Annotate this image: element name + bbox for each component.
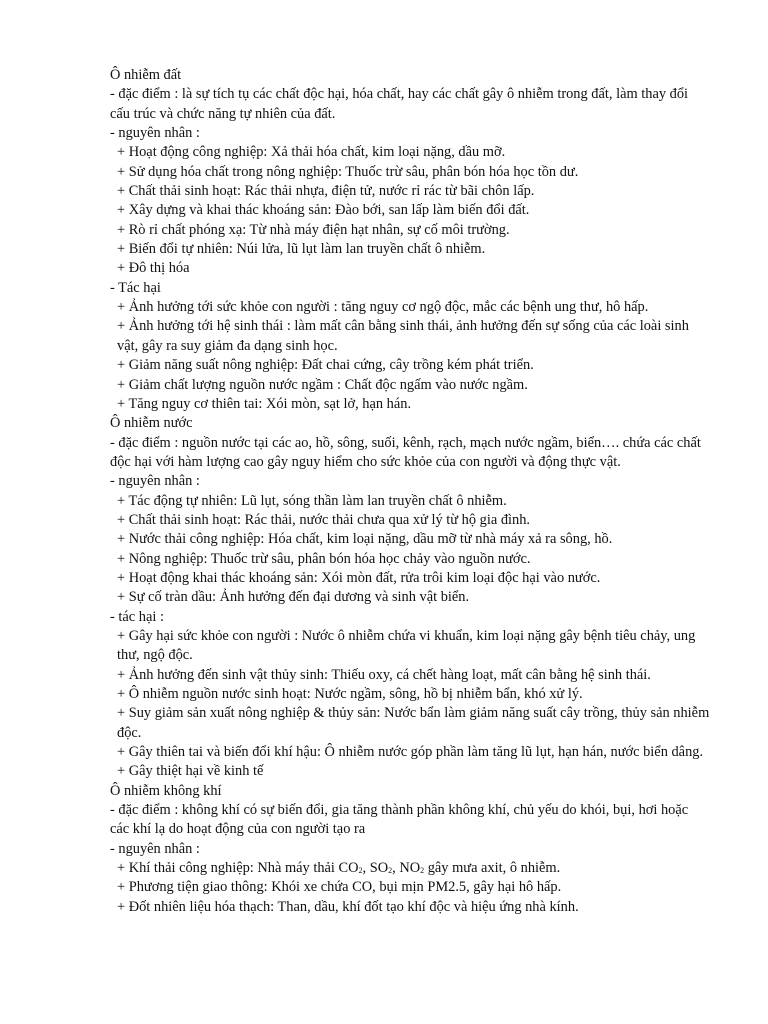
water-causes-label: - nguyên nhân : — [110, 473, 200, 490]
water-cause-item: + Sự cố tràn dầu: Ảnh hưởng đến đại dương và sinh vật biển. — [117, 589, 470, 606]
soil-effects-label: - Tác hại — [110, 279, 161, 296]
water-effect-item: + Gây thiệt hại về kinh tế — [117, 763, 264, 780]
air-cause-industrial — [110, 859, 710, 878]
air-industrial-mid1: , SO — [362, 860, 389, 877]
soil-cause-item: + Đô thị hóa — [117, 260, 190, 277]
soil-cause-item: + Rò rỉ chất phóng xạ: Từ nhà máy điện hạt nhân, sự cố môi trường. — [117, 221, 510, 238]
water-effect-item: + Gây thiên tai và biến đổi khí hậu: Ô nhiễm nước góp phần làm tăng lũ lụt, hạn hán, nước biển dâng. — [117, 744, 704, 761]
soil-cause-item: + Biến đổi tự nhiên: Núi lửa, lũ lụt làm lan truyền chất ô nhiễm. — [117, 241, 486, 258]
document-page — [110, 66, 710, 917]
water-cause-item: + Hoạt động khai thác khoáng sản: Xói mòn đất, rửa trôi kim loại độc hại vào nước. — [117, 569, 601, 586]
section-title-air: Ô nhiễm không khí — [110, 782, 222, 799]
subscript-2: 2 — [388, 866, 393, 876]
section-title-soil: Ô nhiễm đất — [110, 67, 182, 83]
water-cause-item: + Tác động tự nhiên: Lũ lụt, sóng thần làm lan truyền chất ô nhiễm. — [117, 492, 507, 509]
soil-cause-item: + Chất thải sinh hoạt: Rác thải nhựa, điện tử, nước rỉ rác từ bãi chôn lấp. — [117, 183, 535, 200]
soil-effect-item: + Giảm năng suất nông nghiệp: Đất chai cứng, cây trồng kém phát triển. — [117, 357, 534, 374]
soil-effect-item: + Tăng nguy cơ thiên tai: Xói mòn, sạt lở, hạn hán. — [117, 395, 412, 412]
air-causes-label: - nguyên nhân : — [110, 840, 200, 857]
section-title-water: Ô nhiễm nước — [110, 415, 193, 432]
water-effects-label: - tác hại : — [110, 608, 164, 625]
water-effect-item: + Gây hại sức khỏe con người : Nước ô nhiễm chứa vi khuẩn, kim loại nặng gây bệnh tiêu chảy, ung thư, ngộ độc. — [117, 627, 696, 664]
subscript-2: 2 — [420, 866, 425, 876]
water-feature: - đặc điểm : nguồn nước tại các ao, hồ, sông, suối, kênh, rạch, mạch nước ngầm, biển…. chứa các chất độc hại với hàm lượng cao gây nguy hiểm cho sức khỏe của con người và động thực vật. — [110, 434, 701, 470]
subscript-2: 2 — [358, 866, 363, 876]
water-cause-item: + Nước thải công nghiệp: Hóa chất, kim loại nặng, dầu mỡ từ nhà máy xả ra sông, hồ. — [117, 531, 613, 548]
soil-feature: - đặc điểm : là sự tích tụ các chất độc hại, hóa chất, hay các chất gây ô nhiễm trong đất, làm thay đổi cấu trúc và chức năng tự nhiên của đất. — [110, 86, 689, 122]
soil-effect-item: + Ảnh hưởng tới hệ sinh thái : làm mất cân bằng sinh thái, ảnh hưởng đến sự sống của các loài sinh vật, gây ra suy giảm đa dạng sinh học. — [117, 318, 689, 354]
air-cause-item: + Phương tiện giao thông: Khói xe chứa CO, bụi mịn PM2.5, gây hại hô hấp. — [117, 879, 562, 896]
soil-causes-label: - nguyên nhân : — [110, 125, 200, 142]
soil-effect-item: + Giảm chất lượng nguồn nước ngầm : Chất độc ngấm vào nước ngầm. — [117, 376, 528, 393]
water-effect-item: + Ảnh hưởng đến sinh vật thủy sinh: Thiếu oxy, cá chết hàng loạt, mất cân bằng hệ sinh thái. — [117, 666, 651, 683]
water-cause-item: + Chất thải sinh hoạt: Rác thải, nước thải chưa qua xử lý từ hộ gia đình. — [117, 511, 531, 528]
air-feature: - đặc điểm : không khí có sự biến đổi, gia tăng thành phần không khí, chủ yếu do khói, bụi, hơi hoặc các khí lạ do hoạt động của con người tạo ra — [110, 802, 689, 838]
water-cause-item: + Nông nghiệp: Thuốc trừ sâu, phân bón hóa học chảy vào nguồn nước. — [117, 550, 531, 567]
water-effect-item: + Ô nhiễm nguồn nước sinh hoạt: Nước ngầm, sông, hồ bị nhiễm bẩn, khó xử lý. — [117, 686, 583, 702]
air-cause-item: + Đốt nhiên liệu hóa thạch: Than, dầu, khí đốt tạo khí độc và hiệu ứng nhà kính. — [117, 898, 579, 915]
soil-cause-item: + Hoạt động công nghiệp: Xả thải hóa chất, kim loại nặng, dầu mỡ. — [117, 144, 506, 161]
soil-effect-item: + Ảnh hưởng tới sức khỏe con người : tăng nguy cơ ngộ độc, mắc các bệnh ung thư, hô hấp. — [117, 299, 649, 316]
air-industrial-prefix: + Khí thải công nghiệp: Nhà máy thải CO — [117, 860, 359, 877]
soil-cause-item: + Xây dựng và khai thác khoáng sản: Đào bới, san lấp làm biến đổi đất. — [117, 202, 530, 219]
soil-cause-item: + Sử dụng hóa chất trong nông nghiệp: Thuốc trừ sâu, phân bón hóa học tồn dư. — [117, 163, 579, 180]
air-industrial-mid2: , NO — [392, 860, 421, 877]
air-industrial-suffix: gây mưa axit, ô nhiễm. — [424, 860, 561, 877]
water-effect-item: + Suy giảm sản xuất nông nghiệp & thủy sản: Nước bẩn làm giảm năng suất cây trồng, thủy sản nhiễm độc. — [117, 705, 710, 741]
